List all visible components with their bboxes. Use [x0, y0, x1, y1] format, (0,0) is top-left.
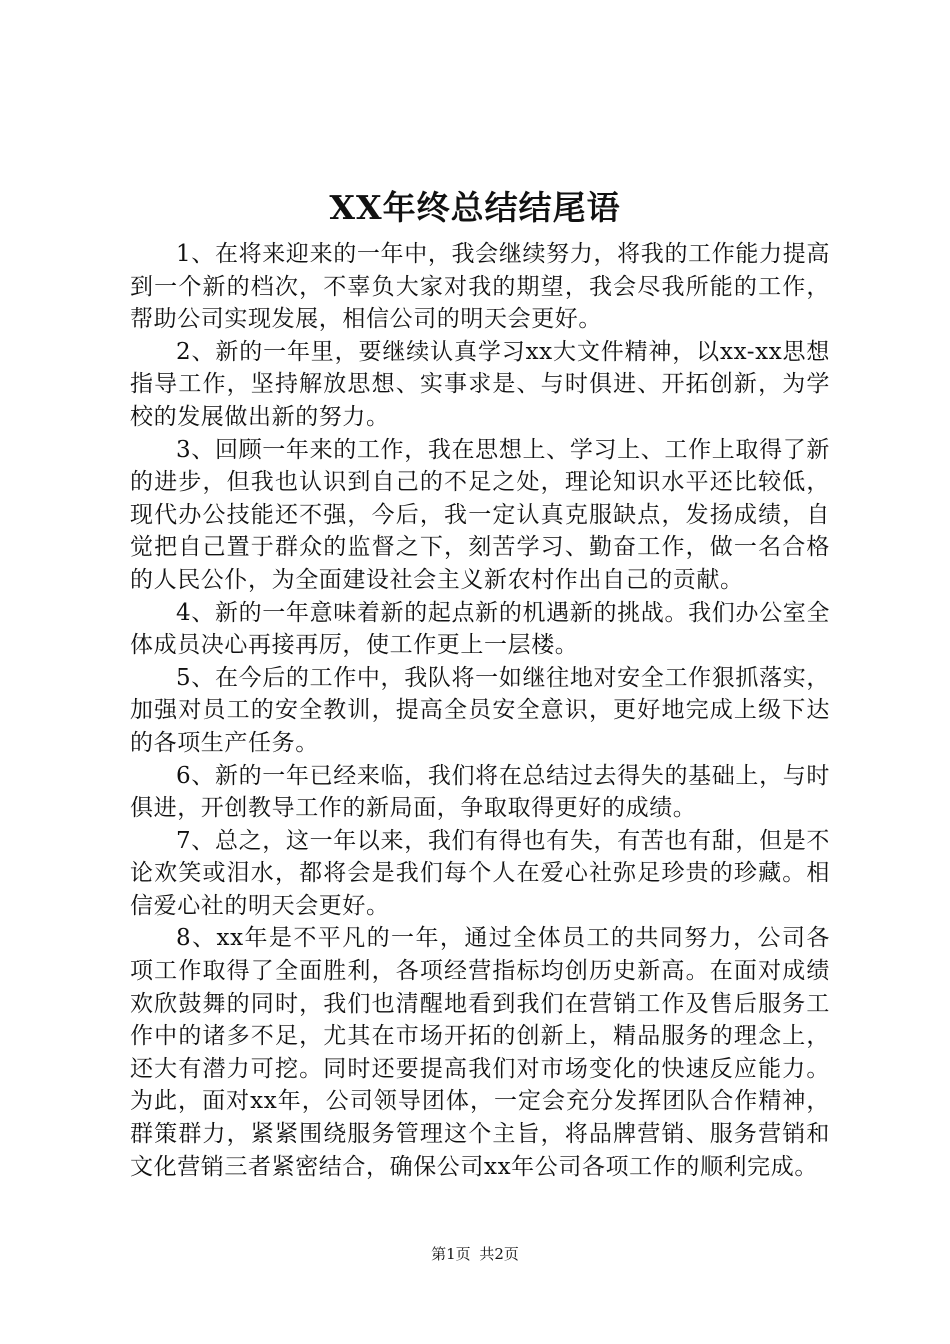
paragraph-7: 7、总之，这一年以来，我们有得也有失，有苦也有甜，但是不论欢笑或泪水，都将会是我们每个人在爱心社弥足珍贵的珍藏。相信爱心社的明天会更好。	[130, 827, 830, 919]
document-title: XX年终总结结尾语	[329, 188, 621, 227]
page-footer	[0, 1244, 950, 1264]
page-number-total: 共2页	[479, 1245, 519, 1263]
paragraph-6: 6、新的一年已经来临，我们将在总结过去得失的基础上，与时俱进，开创教导工作的新局面，争取取得更好的成绩。	[130, 762, 830, 822]
document-body	[130, 238, 830, 1183]
paragraph-4: 4、新的一年意味着新的起点新的机遇新的挑战。我们办公室全体成员决心再接再厉，使工作更上一层楼。	[130, 599, 830, 659]
page-number-current: 第1页	[431, 1245, 471, 1263]
paragraph-2: 2、新的一年里，要继续认真学习xx大文件精神，以xx-xx思想指导工作，坚持解放思想、实事求是、与时俱进、开拓创新，为学校的发展做出新的努力。	[130, 338, 830, 430]
paragraph-1: 1、在将来迎来的一年中，我会继续努力，将我的工作能力提高到一个新的档次，不辜负大家对我的期望，我会尽我所能的工作，帮助公司实现发展，相信公司的明天会更好。	[130, 241, 830, 333]
paragraph-3: 3、回顾一年来的工作，我在思想上、学习上、工作上取得了新的进步，但我也认识到自己的不足之处，理论知识水平还比较低，现代办公技能还不强，今后，我一定认真克服缺点，发扬成绩，自觉把自己置于群众的监督之下，刻苦学习、勤奋工作，做一名合格的人民公仆，为全面建设社会主义新农村作出自己的贡献。	[130, 436, 830, 593]
paragraph-5: 5、在今后的工作中，我队将一如继往地对安全工作狠抓落实，加强对员工的安全教训，提高全员安全意识，更好地完成上级下达的各项生产任务。	[130, 664, 830, 756]
paragraph-8: 8、xx年是不平凡的一年，通过全体员工的共同努力，公司各项工作取得了全面胜利，各项经营指标均创历史新高。在面对成绩欢欣鼓舞的同时，我们也清醒地看到我们在营销工作及售后服务工作中的诸多不足，尤其在市场开拓的创新上，精品服务的理念上，还大有潜力可挖。同时还要提高我们对市场变化的快速反应能力。为此，面对xx年，公司领导团体，一定会充分发挥团队合作精神，群策群力，紧紧围绕服务管理这个主旨，将品牌营销、服务营销和文化营销三者紧密结合，确保公司xx年公司各项工作的顺利完成。	[130, 925, 830, 1180]
